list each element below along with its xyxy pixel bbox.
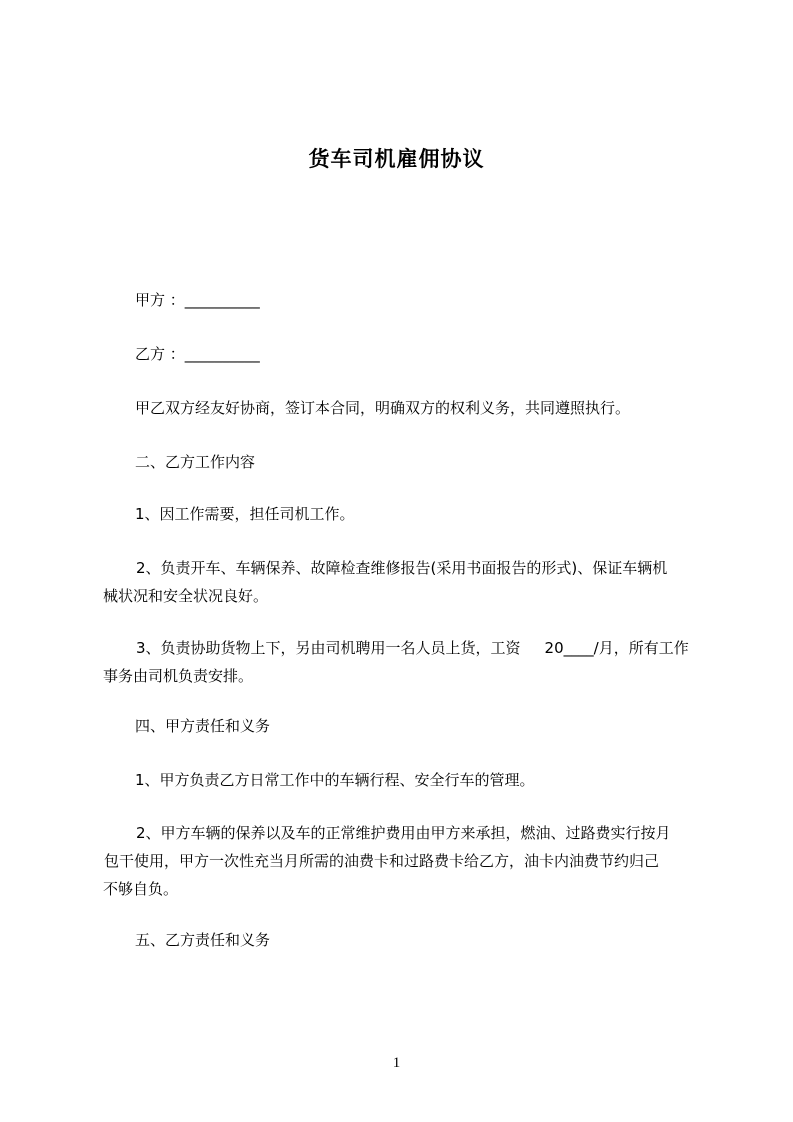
section-4-heading: 四、甲方责任和义务 (135, 717, 271, 735)
section-2-item-2 (103, 554, 723, 610)
section-4-item-2-line-3: 不够自负。 (103, 880, 179, 898)
intro-paragraph: 甲乙双方经友好协商，签订本合同，明确双方的权利义务，共同遵照执行。 (135, 399, 631, 417)
section-2-item-3-line-2: 事务由司机负责安排。 (103, 667, 254, 685)
item-3-text-b: 20____/月，所有工作 (544, 639, 689, 657)
section-2-item-2-line-1: 2、负责开车、车辆保养、故障检查维修报告(采用书面报告的形式)、保证车辆机 (136, 559, 668, 577)
section-5-heading: 五、乙方责任和义务 (135, 931, 271, 949)
party-a-line: 甲方 ：__________ (135, 291, 260, 309)
section-4-item-2-line-1: 2、甲方车辆的保养以及车的正常维护费用由甲方来承担，燃油、过路费实行按月 (136, 824, 671, 842)
section-2-item-2-line-2: 械状况和安全状况良好。 (103, 587, 269, 605)
section-2-heading: 二、乙方工作内容 (135, 453, 256, 471)
section-4-item-1: 1、甲方负责乙方日常工作中的车辆行程、安全行车的管理。 (135, 771, 535, 789)
section-4-item-2-line-2: 包干使用，甲方一次性充当月所需的油费卡和过路费卡给乙方，油卡内油费节约归己 (104, 852, 660, 870)
section-2-item-1: 1、因工作需要，担任司机工作。 (135, 505, 355, 523)
item-3-text-a: 3、负责协助货物上下，另由司机聘用一名人员上货，工资 (136, 639, 521, 657)
page-number: 1 (392, 1055, 401, 1071)
section-4-item-2 (103, 819, 723, 903)
section-2-item-3-line-1 (103, 634, 723, 662)
page-title: 货车司机雇佣协议 (308, 147, 485, 171)
party-b-line: 乙方 ：__________ (135, 345, 260, 363)
section-2-item-3 (103, 634, 723, 690)
